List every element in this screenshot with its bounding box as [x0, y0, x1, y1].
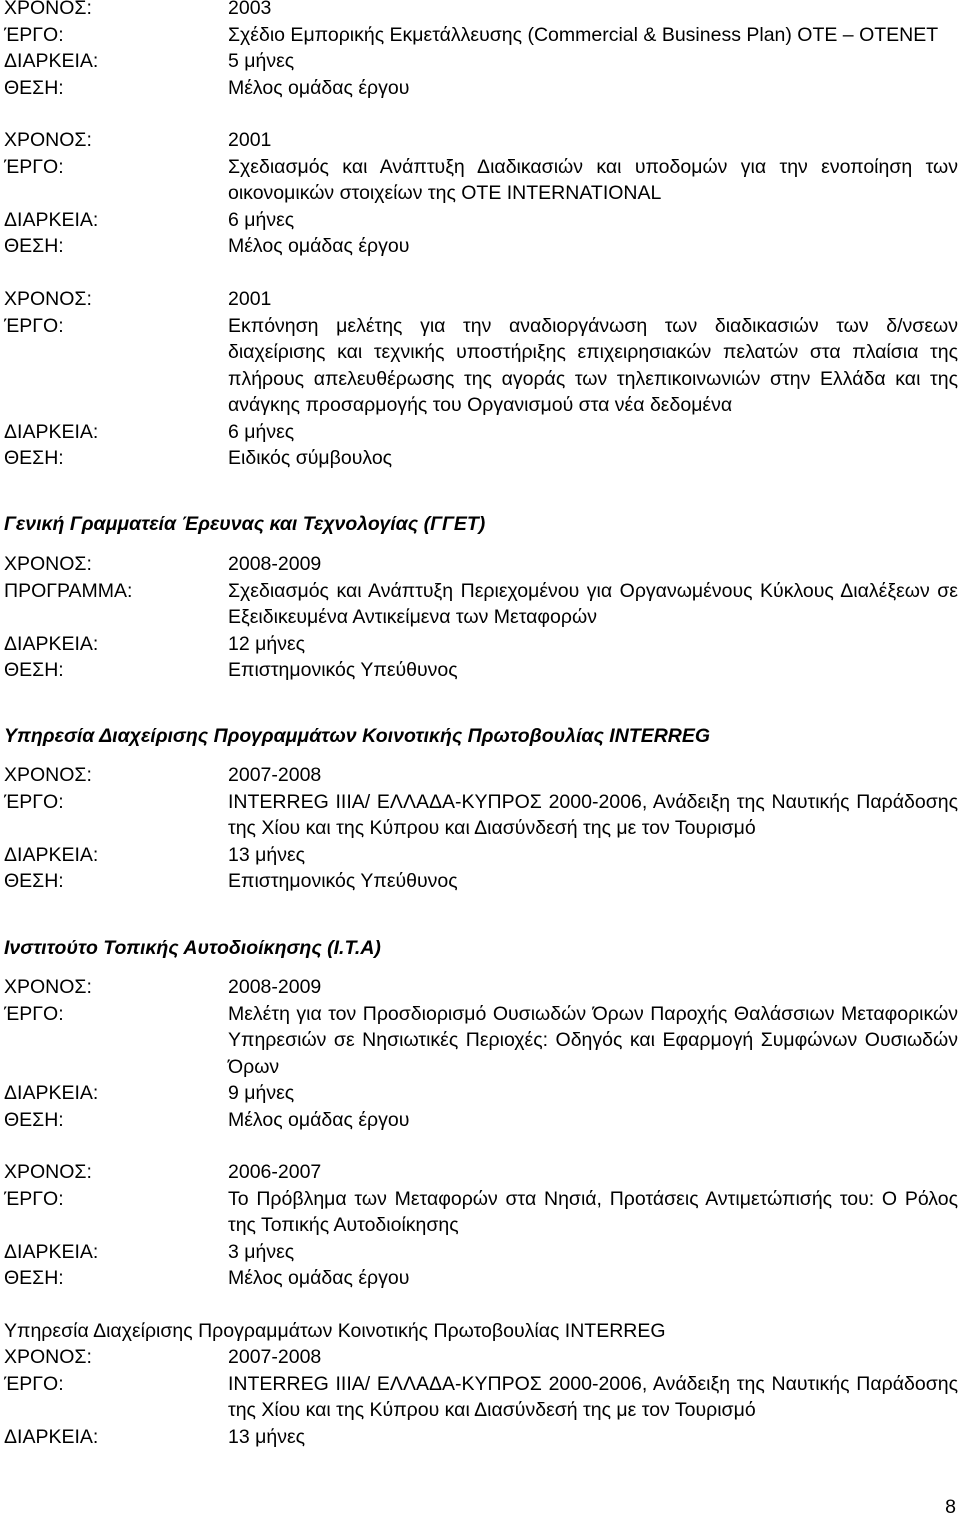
duration-label: ΔΙΑΡΚΕΙΑ:: [4, 1240, 99, 1263]
duration-value: 6 μήνες: [228, 420, 295, 443]
position-label: ΘΕΣΗ:: [4, 1108, 64, 1131]
duration-label: ΔΙΑΡΚΕΙΑ:: [4, 632, 99, 655]
experience-entry: [4, 127, 958, 260]
project-value: Εκπόνηση μελέτης για την αναδιοργάνωση των διαδικασιών των δ/νσεων διαχείρισης και τεχνικής υποστήριξης επιχειρησιακών πελατών στα πλαίσια της πλήρους απελευθέρωσης της αγοράς των τηλεπικοινωνιών στην Ελλάδα και της ανάγκης προσαρμογής του Οργανισμού στα νέα δεδομένα: [228, 314, 958, 416]
project-label: ΈΡΓΟ:: [4, 790, 64, 813]
year-label: ΧΡΟΝΟΣ:: [4, 129, 92, 151]
project-label: ΈΡΓΟ:: [4, 155, 64, 178]
experience-entry: [4, 286, 958, 472]
year-value: 2003: [228, 0, 272, 19]
project-value: Το Πρόβλημα των Μεταφορών στα Νησιά, Προτάσεις Αντιμετώπισής του: Ο Ρόλος της Τοπικής Αυτοδιοίκησης: [228, 1187, 958, 1236]
project-label: ΈΡΓΟ:: [4, 23, 64, 46]
position-value: Μέλος ομάδας έργου: [228, 235, 410, 257]
position-value: Μέλος ομάδας έργου: [228, 1108, 410, 1131]
position-label: ΘΕΣΗ:: [4, 870, 64, 892]
experience-entry: [4, 974, 958, 1133]
year-label: ΧΡΟΝΟΣ:: [4, 553, 92, 575]
year-value: 2008-2009: [228, 976, 322, 998]
year-value: 2006-2007: [228, 1161, 322, 1183]
organization-heading: Ινστιτούτο Τοπικής Αυτοδιοίκησης (Ι.Τ.Α): [4, 937, 381, 959]
duration-value: 13 μήνες: [228, 843, 306, 866]
duration-label: ΔΙΑΡΚΕΙΑ:: [4, 50, 99, 72]
program-label: ΠΡΟΓΡΑΜΜΑ:: [4, 579, 133, 602]
position-label: ΘΕΣΗ:: [4, 447, 64, 469]
position-value: Μέλος ομάδας έργου: [228, 1267, 410, 1289]
project-value: Σχεδιασμός και Ανάπτυξη Διαδικασιών και υποδομών για την ενοποίηση των οικονομικών στοιχείων της ΟΤΕ INTERNATIONAL: [228, 155, 958, 204]
duration-value: 6 μήνες: [228, 208, 295, 231]
organization-heading: Γενική Γραμματεία Έρευνας και Τεχνολογίας (ΓΓΕΤ): [4, 513, 486, 535]
year-label: ΧΡΟΝΟΣ:: [4, 1161, 92, 1183]
year-label: ΧΡΟΝΟΣ:: [4, 288, 92, 310]
experience-entry: [4, 762, 958, 895]
position-value: Ειδικός σύμβουλος: [228, 447, 393, 469]
year-value: 2001: [228, 129, 272, 151]
position-label: ΘΕΣΗ:: [4, 1267, 64, 1289]
duration-value: 9 μήνες: [228, 1082, 295, 1104]
position-label: ΘΕΣΗ:: [4, 659, 64, 681]
project-value: Μελέτη για τον Προσδιορισμό Ουσιωδών Όρων Παροχής Θαλάσσιων Μεταφορικών Υπηρεσιών σε Νησιωτικές Περιοχές: Οδηγός και Εφαρμογή Συμφώνων Ουσιωδών Όρων: [228, 1002, 958, 1078]
duration-label: ΔΙΑΡΚΕΙΑ:: [4, 208, 99, 231]
position-value: Μέλος ομάδας έργου: [228, 76, 410, 99]
duration-value: 13 μήνες: [228, 1425, 306, 1448]
duration-label: ΔΙΑΡΚΕΙΑ:: [4, 1425, 99, 1448]
project-value: INTERREG IIIA/ ΕΛΛΑΔΑ-ΚΥΠΡΟΣ 2000-2006, Ανάδειξη της Ναυτικής Παράδοσης της Χίου και της Κύπρου και Διασύνδεσή της με τον Τουρισμό: [228, 1372, 958, 1421]
duration-label: ΔΙΑΡΚΕΙΑ:: [4, 843, 99, 866]
project-label: ΈΡΓΟ:: [4, 314, 64, 337]
position-value: Επιστημονικός Υπεύθυνος: [228, 659, 458, 681]
page-number: 8: [945, 1496, 956, 1518]
experience-entry: [4, 0, 958, 101]
year-value: 2007-2008: [228, 764, 322, 786]
year-label: ΧΡΟΝΟΣ:: [4, 976, 92, 998]
experience-entry: [4, 1159, 958, 1292]
year-label: ΧΡΟΝΟΣ:: [4, 0, 92, 19]
year-value: 2008-2009: [228, 553, 322, 575]
position-label: ΘΕΣΗ:: [4, 76, 64, 99]
duration-value: 3 μήνες: [228, 1240, 295, 1263]
project-label: ΈΡΓΟ:: [4, 1372, 64, 1395]
experience-entry: [4, 1344, 958, 1450]
duration-value: 12 μήνες: [228, 632, 306, 655]
organization-heading: Υπηρεσία Διαχείρισης Προγραμμάτων Κοινοτικής Πρωτοβουλίας INTERREG: [4, 1320, 666, 1342]
position-value: Επιστημονικός Υπεύθυνος: [228, 870, 458, 892]
organization-heading: Υπηρεσία Διαχείρισης Προγραμμάτων Κοινοτικής Πρωτοβουλίας INTERREG: [4, 725, 711, 747]
duration-label: ΔΙΑΡΚΕΙΑ:: [4, 420, 99, 443]
experience-entry: [4, 551, 958, 684]
position-label: ΘΕΣΗ:: [4, 235, 64, 257]
project-value: Σχέδιο Εμπορικής Εκμετάλλευσης (Commercial & Business Plan) ΟΤΕ – OTENET: [228, 23, 939, 46]
year-value: 2007-2008: [228, 1346, 322, 1368]
project-value: INTERREG IIIA/ ΕΛΛΑΔΑ-ΚΥΠΡΟΣ 2000-2006, Ανάδειξη της Ναυτικής Παράδοσης της Χίου και της Κύπρου και Διασύνδεσή της με τον Τουρισμό: [228, 790, 958, 839]
project-label: ΈΡΓΟ:: [4, 1002, 64, 1025]
year-label: ΧΡΟΝΟΣ:: [4, 764, 92, 786]
project-label: ΈΡΓΟ:: [4, 1187, 64, 1210]
year-value: 2001: [228, 288, 272, 310]
program-value: Σχεδιασμός και Ανάπτυξη Περιεχομένου για Οργανωμένους Κύκλους Διαλέξεων σε Εξειδικευμένα Αντικείμενα των Μεταφορών: [228, 579, 958, 628]
duration-value: 5 μήνες: [228, 50, 295, 72]
duration-label: ΔΙΑΡΚΕΙΑ:: [4, 1082, 99, 1104]
year-label: ΧΡΟΝΟΣ:: [4, 1346, 92, 1368]
